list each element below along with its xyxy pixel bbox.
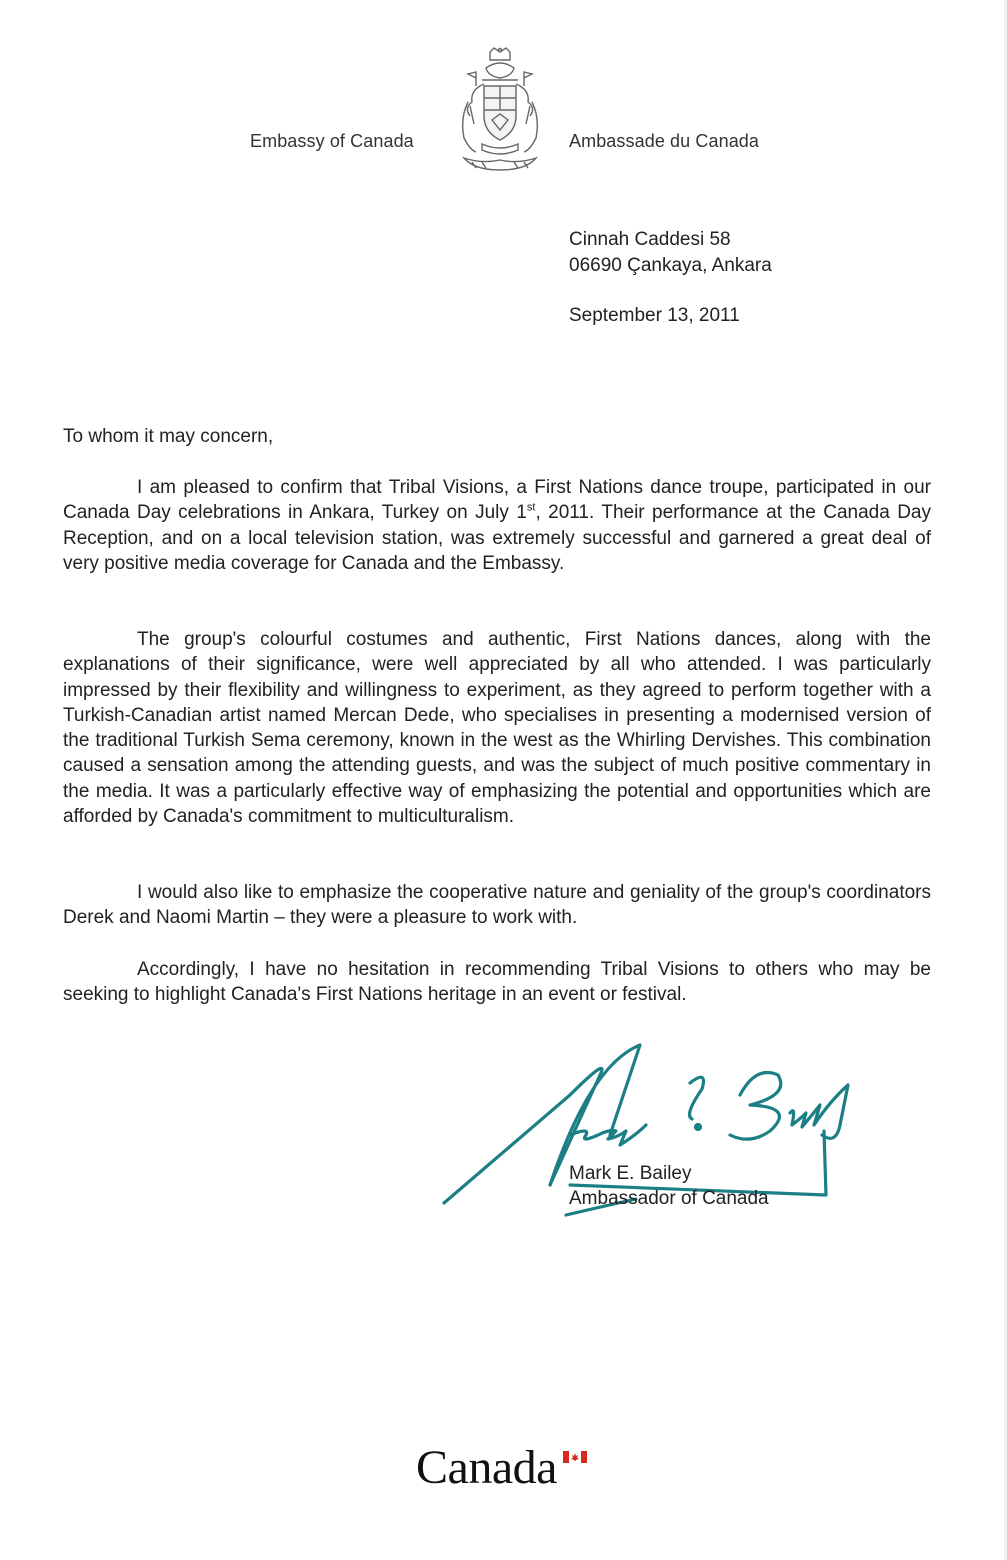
signatory-name: Mark E. Bailey xyxy=(569,1163,692,1184)
canada-flag-icon xyxy=(563,1451,587,1463)
paragraph-1-text-cont: , 2011. Their performance at the Canada Day Reception, and on a local television station, was extremely successful and garnered a great deal of very positive media coverage for Canada and the Embassy. xyxy=(63,502,931,574)
address-line-1: Cinnah Caddesi 58 xyxy=(569,229,731,250)
letterhead-right: Ambassade du Canada xyxy=(569,131,760,151)
paragraph-2 xyxy=(63,627,931,829)
letter-date: September 13, 2011 xyxy=(569,305,740,326)
paragraph-3-text: I would also like to emphasize the cooperative nature and geniality of the group's coordinators Derek and Naomi Martin – they were a pleasure to work with. xyxy=(63,882,931,929)
paragraph-4 xyxy=(63,957,931,1008)
paragraph-1-text: I am pleased to confirm that Tribal Visions, a First Nations dance troupe, participated in our Canada Day celebrations in Ankara, Turkey on July 1 xyxy=(63,477,931,524)
salutation: To whom it may concern, xyxy=(63,426,274,447)
ordinal-suffix: st xyxy=(526,501,536,514)
paragraph-3 xyxy=(63,880,931,931)
letterhead-left: Embassy of Canada xyxy=(250,131,414,151)
coat-of-arms-icon xyxy=(452,46,548,174)
canada-wordmark: Canada xyxy=(416,1441,557,1494)
address-line-2: 06690 Çankaya, Ankara xyxy=(569,255,772,276)
paragraph-1 xyxy=(63,475,931,576)
signatory-title: Ambassador of Canada xyxy=(569,1188,769,1209)
paragraph-2-text: The group's colourful costumes and authentic, First Nations dances, along with the explanations of their significance, were well appreciated by all who attended. I was particularly impressed by their flexibility and willingness to experiment, as they agreed to perform together with a Turkish-Canadian artist named Mercan Dede, who specialises in presenting a modernised version of the traditional Turkish Sema ceremony, known in the west as the Whirling Dervishes. This combination caused a sensation among the attending guests, and was the subject of much positive commentary in the media. It was a particularly effective way of emphasizing the potential and opportunities which are afforded by Canada's commitment to multiculturalism. xyxy=(63,629,931,828)
paragraph-4-text: Accordingly, I have no hesitation in recommending Tribal Visions to others who may be seeking to highlight Canada's First Nations heritage in an event or festival. xyxy=(63,959,931,1006)
